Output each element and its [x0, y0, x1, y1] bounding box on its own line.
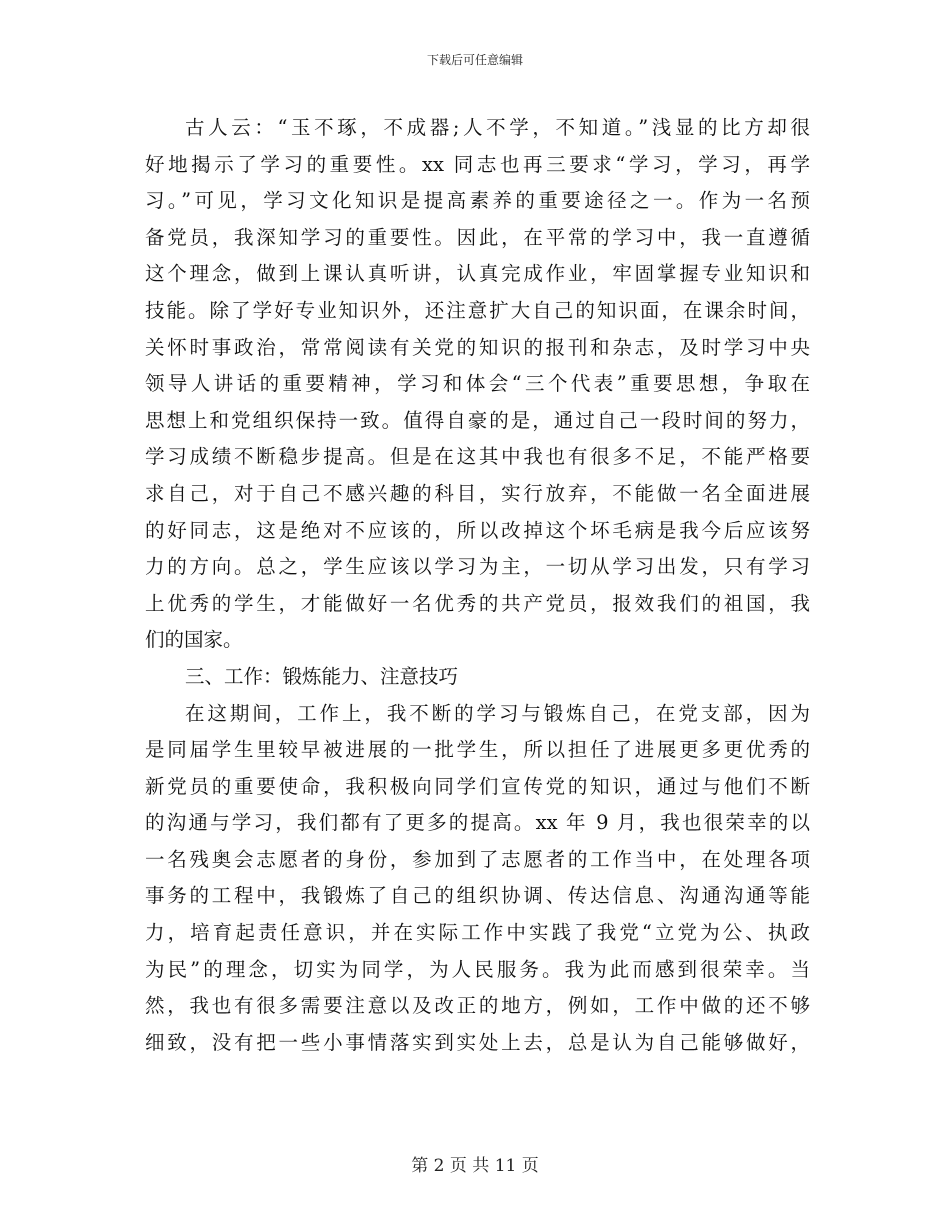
paragraph-line: 细致，没有把一些小事情落实到实处上去，总是认为自己能够做好，: [145, 1030, 810, 1054]
page-header: 下载后可任意编辑: [426, 53, 523, 67]
paragraph-line: 的好同志，这是绝对不应该的，所以改掉这个坏毛病是我今后应该努: [145, 518, 810, 542]
section-heading: 三、工作：锻炼能力、注意技巧: [185, 664, 459, 688]
paragraph-line: 事务的工程中，我锻炼了自己的组织协调、传达信息、沟通沟通等能: [145, 884, 810, 908]
paragraph-line: 一名残奥会志愿者的身份，参加到了志愿者的工作当中，在处理各项: [145, 847, 810, 871]
document-body: [145, 110, 810, 1061]
paragraph-line: 上优秀的学生，才能做好一名优秀的共产党员，报效我们的祖国，我: [145, 591, 810, 615]
paragraph-line: 习。”可见，学习文化知识是提高素养的重要途径之一。作为一名预: [145, 189, 810, 213]
paragraph-line: 的沟通与学习，我们都有了更多的提高。xx 年 9 月，我也很荣幸的以: [145, 811, 810, 835]
page-number: 第 2 页 共 11 页: [411, 1156, 539, 1176]
paragraph-line: 为民”的理念，切实为同学，为人民服务。我为此而感到很荣幸。当: [145, 957, 810, 981]
paragraph-line: 技能。除了学好专业知识外，还注意扩大自己的知识面，在课余时间，: [145, 298, 810, 322]
paragraph-line: 新党员的重要使命，我积极向同学们宣传党的知识，通过与他们不断: [145, 774, 810, 798]
paragraph-line: 求自己，对于自己不感兴趣的科目，实行放弃，不能做一名全面进展: [145, 481, 810, 505]
paragraph-line: 力，培育起责任意识，并在实际工作中实践了我党“立党为公、执政: [145, 921, 810, 945]
paragraph-line: 们的国家。: [145, 628, 243, 652]
paragraph-line: 领导人讲话的重要精神，学习和体会“三个代表”重要思想，争取在: [145, 372, 810, 396]
paragraph-line: 学习成绩不断稳步提高。但是在这其中我也有很多不足，不能严格要: [145, 445, 810, 469]
paragraph-line: 这个理念，做到上课认真听讲，认真完成作业，牢固掌握专业知识和: [145, 262, 810, 286]
paragraph-line: 思想上和党组织保持一致。值得自豪的是，通过自己一段时间的努力，: [145, 408, 810, 432]
paragraph-line: 是同届学生里较早被进展的一批学生，所以担任了进展更多更优秀的: [145, 738, 810, 762]
paragraph-line: 备党员，我深知学习的重要性。因此，在平常的学习中，我一直遵循: [145, 225, 810, 249]
paragraph-line: 关怀时事政治，常常阅读有关党的知识的报刊和杂志，及时学习中央: [145, 335, 810, 359]
paragraph-line: 好地揭示了学习的重要性。xx 同志也再三要求“学习，学习，再学: [145, 152, 810, 176]
paragraph-line: 然，我也有很多需要注意以及改正的地方，例如，工作中做的还不够: [145, 994, 810, 1018]
paragraph-line: 力的方向。总之，学生应该以学习为主，一切从学习出发，只有学习: [145, 555, 810, 579]
paragraph-line: 古人云：“玉不琢，不成器;人不学，不知道。”浅显的比方却很: [185, 116, 810, 139]
paragraph-line: 在这期间，工作上，我不断的学习与锻炼自己，在党支部，因为: [185, 701, 810, 725]
